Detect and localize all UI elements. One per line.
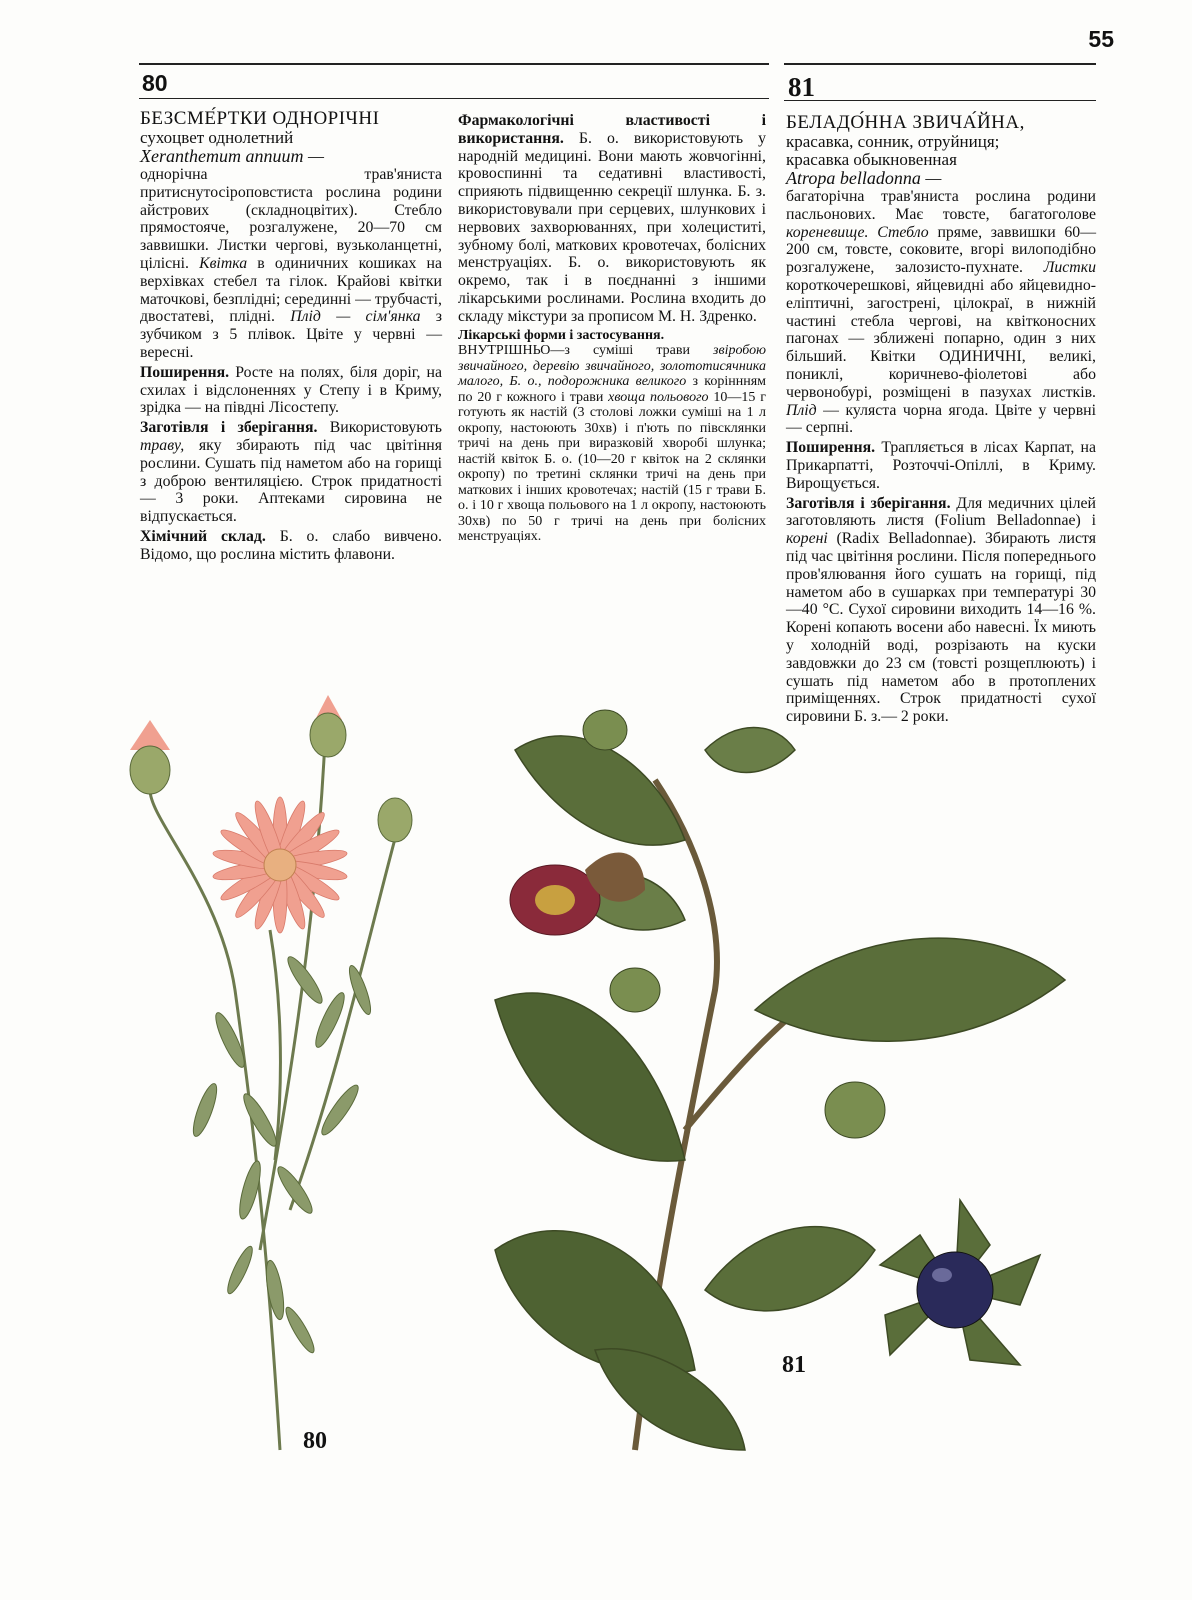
figure-label-81: 81: [782, 1352, 806, 1378]
title-rule-left: [139, 98, 769, 99]
entry81-harvest: Заготівля і зберігання. Для медичних цілей заготовляють листя (Folium Belladonnae) і корені (Radix Belladonnae). Збирають листя під час цвітіння рослини. Після попереднього пров'ялювання його сушать на горищі, під наметом або в сушарках при температурі 30—40 °С. Сухої сировини виходить 14—16 %. Корені копають восени або навесні. Їх миють у холодній воді, розрізають на куски завдовжки до 23 см (товсті розщеплюють) і сушать під наметом або в протоплених приміщеннях. Строк придатності сухої сировини Б. з.— 2 роки.: [786, 494, 1096, 726]
black-berry: [917, 1252, 993, 1328]
entry80-column-1: [140, 108, 442, 566]
entry80-column-2: [458, 112, 766, 547]
leaf: [595, 1349, 745, 1450]
entry81-synonym-1: красавка, сонник, отруйниця;: [786, 132, 1000, 151]
header-rule-right: [784, 63, 1096, 65]
entry81-spread: Поширення. Трапляється в лісах Карпат, на Прикарпатті, Розточчі-Опіллі, в Криму. Вирощується.: [786, 439, 1096, 492]
entry-number-81: 81: [788, 72, 815, 102]
entry80-forms: Лікарські форми і застосування. ВНУТРІШНЬО—з суміші трави звіробою звичайного, деревію звичайного, золототисячника малого, Б. о., подорожника великого з коріннням по 20 г кожного і трави хвоща польового 10—15 г готують як настій (3 столові ложки суміші на 1 л окропу, настоюють 30хв) і п'ють по півсклянки тричі на день при виразковій хворобі шлунка; настій квіток Б. о. (10—20 г квіток на 2 склянки окропу) по третині склянки тричі на день при маткових і інших кровотечах; настій (15 г трави Б. о. і 10 г хвоща польового на 1 л окропу, настоюють 30хв) по 50 г тричі на день при болісних менструаціях.: [458, 327, 767, 545]
pink-flowerhead: [212, 797, 348, 933]
entry80-chem: Хімічний склад. Б. о. слабо вивчено. Відомо, що рослина містить флавони.: [140, 527, 442, 563]
leaf: [705, 728, 795, 773]
belladonna-berry-illustration: [860, 1195, 1050, 1385]
entry81-column: [786, 112, 1096, 728]
leaf: [755, 938, 1065, 1041]
leaf: [705, 1227, 875, 1311]
entry80-pharm: Фармакологічні властивості і використання. Б. о. використовують у народній медицині. Вони мають жовчогінні, кровоспинні та седативні властивості, сприяють підвищенню секреції шлунка. Б. з. використовували при серцевих, шлункових і нервових захворюваннях, при холециститі, зубному болі, маткових кровотечах, болісних менструаціях. Б. о. використовують як окремо, так і в поєднанні з іншими лікарськими рослинами. Рослина входить до складу мікстури за прописом М. Н. Здренко.: [458, 112, 766, 325]
entry81-title: БЕЛАДО́ННА ЗВИЧА́ЙНА,: [786, 112, 1025, 133]
xeranthemum-illustration: [110, 690, 440, 1480]
title-rule-right: [784, 100, 1096, 101]
leaf: [495, 993, 685, 1161]
entry-number-80: 80: [142, 70, 168, 96]
entry80-title: БЕЗСМЕ́РТКИ ОДНОРІЧНІ: [140, 108, 380, 129]
entry81-synonym-2: красавка обыкновенная: [786, 150, 957, 169]
entry80-spread: Поширення. Росте на полях, біля доріг, на схилах і відслоненнях у Степу і в Криму, зрідка — на півдні Лісостепу.: [140, 363, 442, 417]
flower-buds: [130, 695, 412, 842]
entry80-latin: Xeranthemum annuum —: [140, 146, 324, 166]
entry80-description: однорічна трав'яниста притиснутосіроповстиста рослина родини айстрових (складноцвітих). Стебло прямостояче, розгалужене, 20—70 см заввишки. Листки чергові, вузьколанцетні, цілісні. Квітка в одиничних кошиках на верхівках стебел та гілок. Крайові квітки маточкові, безплідні; серединні — трубчасті, двостатеві, плідні. Плід — сім'янка з зубчиком з 5 плівок. Цвіте у червні — вересні.: [140, 166, 443, 361]
entry81-latin: Atropa belladonna —: [786, 168, 942, 188]
page-number: 55: [1088, 26, 1114, 52]
header-rule-left: [139, 63, 769, 65]
entry80-synonym: сухоцвет однолетний: [140, 128, 294, 147]
entry80-harvest: Заготівля і зберігання. Використовують траву, яку збирають під час цвітіння рослини. Сушать під наметом або на горищі з доброю вентиляцією. Строк придатності — 3 роки. Аптеками сировина не відпускається.: [140, 419, 442, 526]
entry81-description: багаторічна трав'яниста рослина родини пасльонових. Має товсте, багатоголове кореневище. Стебло пряме, заввишки 60—200 см, товсте, соковите, вгорі вилоподібно розгалужене, залозисто-пухнате. Листки короткочерешкові, яйцевидні або яйцевидно-еліптичні, загострені, цілокраї, в нижній частині стебла чергові, на квітконосних пагонах — зближені попарно, один з них більший. Квітки ОДИНИЧНІ, великі, пониклі, коричнево-фіолетові або червонобурі, розміщені в пазухах листків. Плід — куляста чорна ягода. Цвіте у червні — серпні.: [786, 188, 1096, 437]
figure-label-80: 80: [303, 1428, 327, 1454]
